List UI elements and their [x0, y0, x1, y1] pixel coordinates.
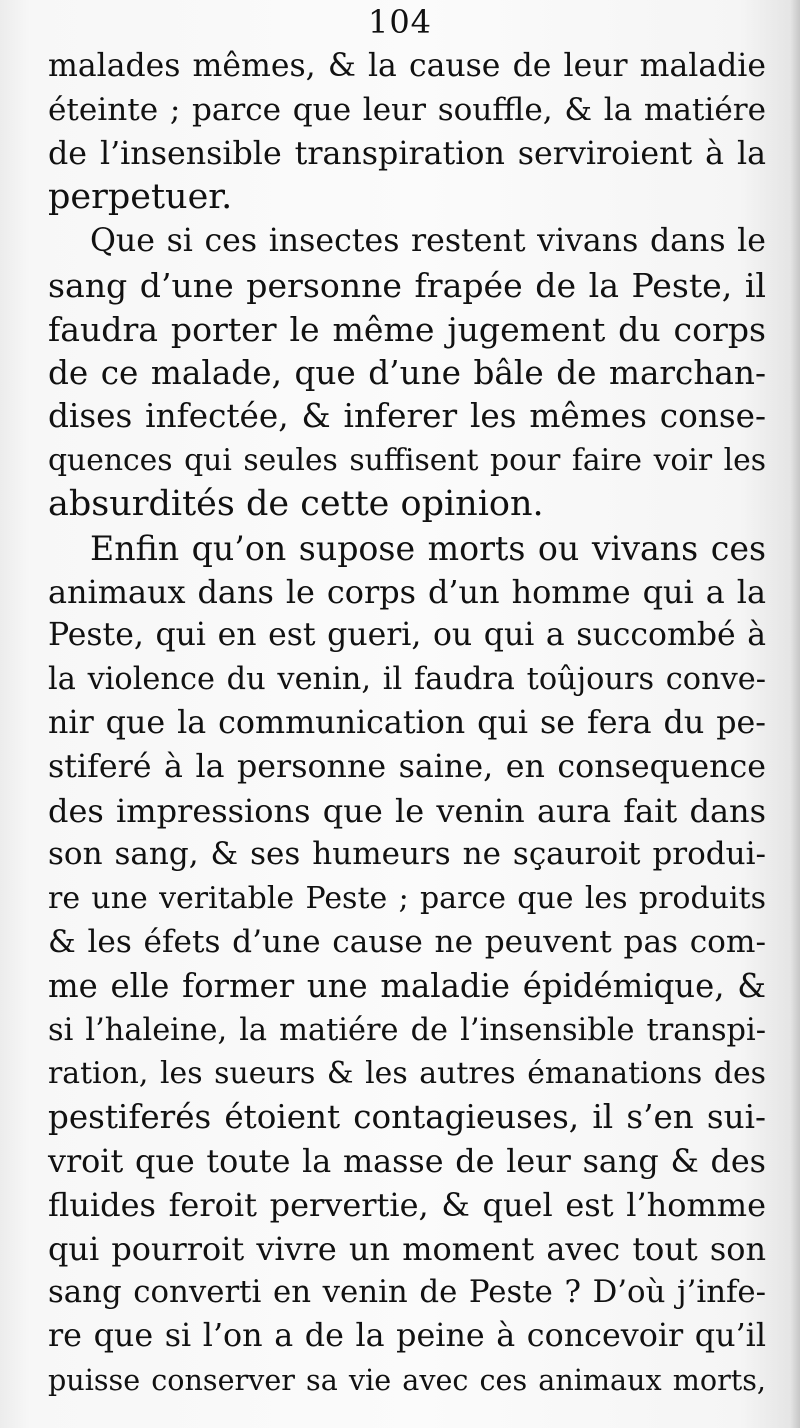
text-line: me elle former une maladie épidémique, & [48, 966, 766, 1005]
text-line: vroit que toute la masse de leur sang & des [48, 1141, 766, 1180]
text-line: absurdités de cette opinion. [48, 483, 544, 524]
text-line: de ce malade, que d’une bâle de marchan- [48, 353, 766, 392]
text-line: éteinte ; parce que leur souffle, & la matiére [48, 91, 766, 128]
page-edge-shadow [790, 0, 800, 1428]
text-line: re que si l’on a de la peine à concevoir qu’il [48, 1318, 766, 1355]
text-line: qui pourroit vivre un moment avec tout son [48, 1229, 766, 1268]
text-line: dises infectée, & inferer les mêmes conse- [48, 397, 766, 436]
text-line: Que si ces insectes restent vivans dans le [90, 223, 766, 260]
text-line: perpetuer. [48, 177, 233, 218]
text-line: la violence du venin, il faudra toûjours conve- [48, 662, 766, 698]
page-text-block [48, 45, 766, 1403]
text-line: stiferé à la personne saine, en consequence [48, 748, 766, 785]
text-line: re une veritable Peste ; parce que les produits [48, 881, 766, 917]
text-line: faudra porter le même jugement du corps [48, 309, 766, 349]
text-line: & les éfets d’une cause ne peuvent pas com- [48, 923, 766, 960]
text-line: des impressions que le venin aura fait dans [48, 791, 766, 830]
text-line: pestiferés étoient contagieuses, il s’en sui- [48, 1098, 766, 1137]
text-line: son sang, & ses humeurs ne sçauroit produi- [48, 836, 766, 873]
text-line: animaux dans le corps d’un homme qui a la [48, 572, 766, 611]
text-line: ration, les sueurs & les autres émanations des [48, 1056, 766, 1092]
text-line: si l’haleine, la matiére de l’insensible transpi- [48, 1012, 766, 1048]
text-line: Enfin qu’on supose morts ou vivans ces [90, 528, 766, 568]
text-line: fluides feroit pervertie, & quel est l’homme [48, 1185, 766, 1224]
text-line: sang d’une personne frapée de la Peste, il [48, 265, 766, 305]
text-line: nir que la communication qui se fera du pe- [48, 704, 766, 741]
page-number: 104 [367, 3, 433, 41]
text-line: malades mêmes, & la cause de leur maladie [48, 48, 766, 84]
text-line: quences qui seules suffisent pour faire voir les [48, 443, 766, 479]
text-line: puisse conserver sa vie avec ces animaux morts, [48, 1362, 766, 1397]
text-line: sang converti en venin de Peste ? D’où j’infe- [48, 1274, 766, 1311]
text-line: de l’insensible transpiration serviroient à la [48, 135, 766, 172]
text-line: Peste, qui en est gueri, ou qui a succombé à [48, 617, 766, 654]
